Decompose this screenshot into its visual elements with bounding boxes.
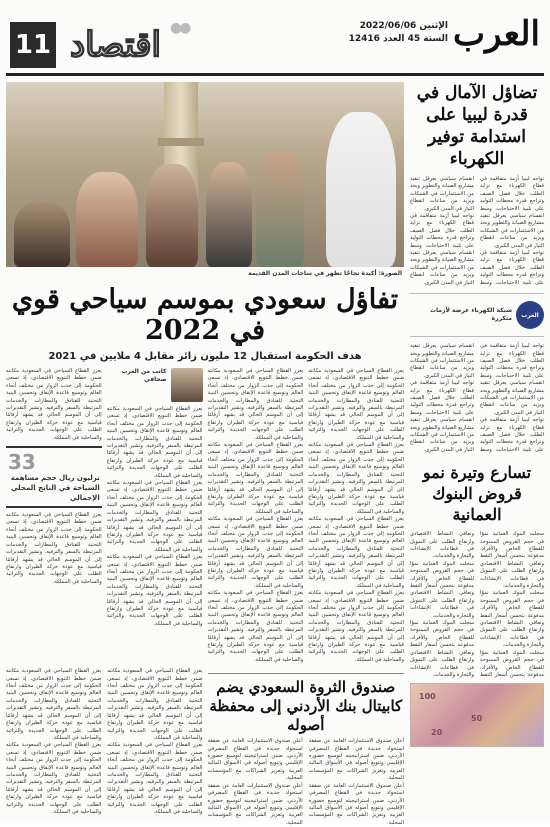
- right-story-paragraph: تواجه ليبيا أزمة متفاقمة في قطاع الكهرباء مع تزايد الطلب خلال فصل الصيف وتراجع قدرة محطات التوليد على تلبية الاحتياجات، وسط انقسام سياسي يعرقل تنفيذ مشاريع الصيانة والتطوير ويحد من الاستثمارات في الشبكات ويزيد من ساعات انقطاع التيار في المدن الكبرى.: [410, 213, 474, 286]
- person-figure: [146, 164, 198, 267]
- article-paragraph: يعزز القطاع السياحي في السعودية مكانته ضمن خطط التنويع الاقتصادي، إذ تسعى الحكومة إلى جذب الزوار من مختلف أنحاء العالم وتوسيع قاعدة الإنفاق وتحسين البنية التحتية للفنادق والمطارات والخدمات المرتبطة بالسفر والترفيه. وتشير التقديرات إلى أن الموسم الحالي قد يشهد أرقامًا قياسية مع عودة حركة الطيران وارتفاع الطلب على الوجهات الجديدة والتراثية والساحلية في المملكة.: [207, 368, 304, 441]
- main-photo: [6, 82, 404, 267]
- stat-text: ترليون ريال حجم مساهمة السياحة في الناتج المحلي الإجمالي: [10, 474, 100, 503]
- right-story2-body: [410, 531, 544, 679]
- masthead: [6, 6, 544, 76]
- article-paragraph: يعزز القطاع السياحي في السعودية مكانته ضمن خطط التنويع الاقتصادي، إذ تسعى الحكومة إلى جذب الزوار من مختلف أنحاء العالم وتوسيع قاعدة الإنفاق وتحسين البنية التحتية للفنادق والمطارات والخدمات المرتبطة بالسفر والترفيه. وتشير التقديرات إلى أن الموسم الحالي قد يشهد أرقامًا قياسية مع عودة حركة الطيران وارتفاع الطلب على الوجهات الجديدة والتراثية والساحلية في المملكة.: [106, 480, 203, 553]
- right-story2-paragraph: سجلت البنوك العمانية نموًا في حجم القروض الممنوحة للقطاع الخاص والأفراد، مدفوعة بتحسن أسعار النفط وتعافي النشاط الاقتصادي وارتفاع الطلب على التمويل في قطاعات الإنشاءات والتجارة والخدمات.: [410, 560, 474, 619]
- article-paragraph: يعزز القطاع السياحي في السعودية مكانته ضمن خطط التنويع الاقتصادي، إذ تسعى الحكومة إلى جذب الزوار من مختلف أنحاء العالم وتوسيع قاعدة الإنفاق وتحسين البنية التحتية للفنادق والمطارات والخدمات المرتبطة بالسفر والترفيه. وتشير التقديرات إلى أن الموسم الحالي قد يشهد أرقامًا قياسية مع عودة حركة الطيران وارتفاع الطلب على الوجهات الجديدة والتراثية والساحلية في المملكة.: [106, 554, 203, 627]
- newspaper-logo: العرب: [453, 14, 540, 54]
- decorative-dots-icon: ●●: [170, 20, 189, 36]
- banknotes-image: 100 50 20: [410, 683, 544, 747]
- article-paragraph: يعزز القطاع السياحي في السعودية مكانته ضمن خطط التنويع الاقتصادي، إذ تسعى الحكومة إلى جذب الزوار من مختلف أنحاء العالم وتوسيع قاعدة الإنفاق وتحسين البنية التحتية للفنادق والمطارات والخدمات المرتبطة بالسفر والترفيه. وتشير التقديرات إلى أن الموسم الحالي قد يشهد أرقامًا قياسية مع عودة حركة الطيران وارتفاع الطلب على الوجهات الجديدة والتراثية والساحلية في المملكة.: [308, 590, 404, 663]
- article-text: [308, 368, 404, 664]
- right-story-headline: تضاؤل الآمال في قدرة ليبيا على استدامة توفير الكهرباء: [416, 83, 538, 169]
- bottom-story-paragraph: أعلن صندوق الاستثمارات العامة عن صفقة استحواذ جديدة في القطاع المصرفي الأردني، ضمن استراتيجيته لتوسيع حضوره الإقليمي وتنويع أصوله في الأسواق المالية العربية وتعزيز الشراكات مع المؤسسات المحلية.: [207, 782, 303, 826]
- main-story-continued: [6, 668, 203, 827]
- right-story-paragraph: تواجه ليبيا أزمة متفاقمة في قطاع الكهرباء مع تزايد الطلب خلال فصل الصيف وتراجع قدرة محطات التوليد على تلبية الاحتياجات، وسط انقسام سياسي يعرقل تنفيذ مشاريع الصيانة والتطوير ويحد من الاستثمارات في الشبكات ويزيد من ساعات انقطاع التيار في المدن الكبرى.: [410, 176, 544, 286]
- article-columns: [6, 368, 404, 664]
- right-story2-paragraph: سجلت البنوك العمانية نموًا في حجم القروض الممنوحة للقطاع الخاص والأفراد، مدفوعة بتحسن أسعار النفط وتعافي النشاط الاقتصادي وارتفاع الطلب على التمويل في قطاعات الإنشاءات والتجارة والخدمات.: [480, 531, 544, 590]
- bottom-story-paragraph: أعلن صندوق الاستثمارات العامة عن صفقة استحواذ جديدة في القطاع المصرفي الأردني، ضمن استراتيجيته لتوسيع حضوره الإقليمي وتنويع أصوله في الأسواق المالية العربية وتعزيز الشراكات مع المؤسسات المحلية.: [207, 738, 303, 782]
- article-column: [107, 368, 203, 664]
- right-story2-headline: تسارع وتيرة نمو قروض البنوك العمانية: [422, 463, 532, 525]
- writer-badge-icon: العرب: [516, 301, 544, 329]
- writer-text: شبكة الكهرباء عرضة لأزمات متكررة: [430, 307, 512, 323]
- article-text: [208, 368, 304, 664]
- article-paragraph: يعزز القطاع السياحي في السعودية مكانته ضمن خطط التنويع الاقتصادي، إذ تسعى الحكومة إلى جذب الزوار من مختلف أنحاء العالم وتوسيع قاعدة الإنفاق وتحسين البنية التحتية للفنادق والمطارات والخدمات المرتبطة بالسفر والترفيه. وتشير التقديرات إلى أن الموسم الحالي قد يشهد أرقامًا قياسية مع عودة حركة الطيران وارتفاع الطلب على الوجهات الجديدة والتراثية والساحلية في المملكة.: [308, 516, 404, 589]
- right-story-body: [410, 176, 544, 287]
- bottom-area: [6, 668, 404, 827]
- person-figure: [206, 162, 252, 267]
- dateline: [349, 20, 448, 46]
- article-text: [6, 512, 102, 586]
- section-title: اقتصاد: [70, 25, 161, 65]
- article-text: [107, 406, 203, 628]
- article-paragraph: يعزز القطاع السياحي في السعودية مكانته ضمن خطط التنويع الاقتصادي، إذ تسعى الحكومة إلى جذب الزوار من مختلف أنحاء العالم وتوسيع قاعدة الإنفاق وتحسين البنية التحتية للفنادق والمطارات والخدمات المرتبطة بالسفر والترفيه. وتشير التقديرات إلى أن الموسم الحالي قد يشهد أرقامًا قياسية مع عودة حركة الطيران وارتفاع الطلب على الوجهات الجديدة والتراثية والساحلية في المملكة.: [106, 406, 203, 479]
- article-column: [208, 368, 304, 664]
- right-story-paragraph: تواجه ليبيا أزمة متفاقمة في قطاع الكهرباء مع تزايد الطلب خلال فصل الصيف وتراجع قدرة محطات التوليد على تلبية الاحتياجات، وسط انقسام سياسي يعرقل تنفيذ مشاريع الصيانة والتطوير ويحد من الاستثمارات في الشبكات ويزيد من ساعات انقطاع التيار في المدن الكبرى.: [410, 380, 474, 453]
- main-column: [6, 82, 404, 826]
- article-column: [308, 368, 404, 664]
- writer-box: [410, 293, 544, 337]
- article-text: [6, 668, 203, 816]
- bottom-story-body: [208, 738, 405, 827]
- photo-caption: الصورة: أكيدة نجاحًا تظهر في ساحات المدن القديمة: [248, 270, 402, 277]
- bottom-story-paragraph: أعلن صندوق الاستثمارات العامة عن صفقة استحواذ جديدة في القطاع المصرفي الأردني، ضمن استراتيجيته لتوسيع حضوره الإقليمي وتنويع أصوله في الأسواق المالية العربية وتعزيز الشراكات مع المؤسسات المحلية.: [308, 782, 404, 826]
- right-story-body-cont: [410, 343, 544, 454]
- author-name: كاتب من العرب: [121, 368, 167, 375]
- right-story-paragraph: تواجه ليبيا أزمة متفاقمة في قطاع الكهرباء مع تزايد الطلب خلال فصل الصيف وتراجع قدرة محطات التوليد على تلبية الاحتياجات، وسط انقسام سياسي يعرقل تنفيذ مشاريع الصيانة والتطوير ويحد من الاستثمارات في الشبكات ويزيد من ساعات انقطاع التيار في المدن الكبرى.: [480, 176, 544, 249]
- issue-date: الإثنين 2022/06/06: [359, 21, 448, 31]
- main-subhead: هدف الحكومة استقبال 12 مليون زائر مقابل 4 ملايين في 2021: [48, 351, 362, 362]
- page-number: 11: [10, 22, 56, 68]
- article-paragraph: يعزز القطاع السياحي في السعودية مكانته ضمن خطط التنويع الاقتصادي، إذ تسعى الحكومة إلى جذب الزوار من مختلف أنحاء العالم وتوسيع قاعدة الإنفاق وتحسين البنية التحتية للفنادق والمطارات والخدمات المرتبطة بالسفر والترفيه. وتشير التقديرات إلى أن الموسم الحالي قد يشهد أرقامًا قياسية مع عودة حركة الطيران وارتفاع الطلب على الوجهات الجديدة والتراثية والساحلية في المملكة.: [207, 516, 304, 589]
- right-story2-paragraph: سجلت البنوك العمانية نموًا في حجم القروض الممنوحة للقطاع الخاص والأفراد، مدفوعة بتحسن أسعار النفط وتعافي النشاط الاقتصادي وارتفاع الطلب على التمويل في قطاعات الإنشاءات والتجارة والخدمات.: [480, 590, 544, 649]
- stat-number: 33: [8, 450, 36, 475]
- article-paragraph: يعزز القطاع السياحي في السعودية مكانته ضمن خطط التنويع الاقتصادي، إذ تسعى الحكومة إلى جذب الزوار من مختلف أنحاء العالم وتوسيع قاعدة الإنفاق وتحسين البنية التحتية للفنادق والمطارات والخدمات المرتبطة بالسفر والترفيه. وتشير التقديرات إلى أن الموسم الحالي قد يشهد أرقامًا قياسية مع عودة حركة الطيران وارتفاع الطلب على الوجهات الجديدة والتراثية والساحلية في المملكة.: [6, 368, 102, 441]
- right-story-paragraph: تواجه ليبيا أزمة متفاقمة في قطاع الكهرباء مع تزايد الطلب خلال فصل الصيف وتراجع قدرة محطات التوليد على تلبية الاحتياجات، وسط انقسام سياسي يعرقل تنفيذ مشاريع الصيانة والتطوير ويحد من الاستثمارات في الشبكات ويزيد من ساعات انقطاع التيار في المدن الكبرى.: [480, 343, 544, 416]
- article-column: [6, 368, 102, 664]
- author-box: [107, 368, 203, 402]
- article-paragraph: يعزز القطاع السياحي في السعودية مكانته ضمن خطط التنويع الاقتصادي، إذ تسعى الحكومة إلى جذب الزوار من مختلف أنحاء العالم وتوسيع قاعدة الإنفاق وتحسين البنية التحتية للفنادق والمطارات والخدمات المرتبطة بالسفر والترفيه. وتشير التقديرات إلى أن الموسم الحالي قد يشهد أرقامًا قياسية مع عودة حركة الطيران وارتفاع الطلب على الوجهات الجديدة والتراثية والساحلية في المملكة.: [107, 742, 203, 815]
- article-paragraph: يعزز القطاع السياحي في السعودية مكانته ضمن خطط التنويع الاقتصادي، إذ تسعى الحكومة إلى جذب الزوار من مختلف أنحاء العالم وتوسيع قاعدة الإنفاق وتحسين البنية التحتية للفنادق والمطارات والخدمات المرتبطة بالسفر والترفيه. وتشير التقديرات إلى أن الموسم الحالي قد يشهد أرقامًا قياسية مع عودة حركة الطيران وارتفاع الطلب على الوجهات الجديدة والتراثية والساحلية في المملكة.: [308, 368, 404, 441]
- right-story2-paragraph: سجلت البنوك العمانية نموًا في حجم القروض الممنوحة للقطاع الخاص والأفراد، مدفوعة بتحسن أسعار النفط وتعافي النشاط الاقتصادي وارتفاع الطلب على التمويل في قطاعات الإنشاءات والتجارة والخدمات.: [410, 531, 544, 678]
- bottom-story: [208, 668, 405, 827]
- author-role: صحافي: [144, 376, 167, 383]
- section-header: [10, 18, 230, 70]
- person-figure: [256, 152, 304, 267]
- bottom-story-headline: صندوق الثروة السعودي يضم كابيتال بنك الأردني إلى محفظة أصوله: [208, 673, 405, 735]
- person-figure: [14, 202, 70, 267]
- issue-number: السنة 45 العدد 12416: [348, 34, 448, 44]
- article-paragraph: يعزز القطاع السياحي في السعودية مكانته ضمن خطط التنويع الاقتصادي، إذ تسعى الحكومة إلى جذب الزوار من مختلف أنحاء العالم وتوسيع قاعدة الإنفاق وتحسين البنية التحتية للفنادق والمطارات والخدمات المرتبطة بالسفر والترفيه. وتشير التقديرات إلى أن الموسم الحالي قد يشهد أرقامًا قياسية مع عودة حركة الطيران وارتفاع الطلب على الوجهات الجديدة والتراثية والساحلية في المملكة.: [6, 668, 102, 741]
- right-column: [410, 82, 544, 815]
- stat-callout: [6, 446, 102, 508]
- article-paragraph: يعزز القطاع السياحي في السعودية مكانته ضمن خطط التنويع الاقتصادي، إذ تسعى الحكومة إلى جذب الزوار من مختلف أنحاء العالم وتوسيع قاعدة الإنفاق وتحسين البنية التحتية للفنادق والمطارات والخدمات المرتبطة بالسفر والترفيه. وتشير التقديرات إلى أن الموسم الحالي قد يشهد أرقامًا قياسية مع عودة حركة الطيران وارتفاع الطلب على الوجهات الجديدة والتراثية والساحلية في المملكة.: [6, 512, 102, 585]
- article-paragraph: يعزز القطاع السياحي في السعودية مكانته ضمن خطط التنويع الاقتصادي، إذ تسعى الحكومة إلى جذب الزوار من مختلف أنحاء العالم وتوسيع قاعدة الإنفاق وتحسين البنية التحتية للفنادق والمطارات والخدمات المرتبطة بالسفر والترفيه. وتشير التقديرات إلى أن الموسم الحالي قد يشهد أرقامًا قياسية مع عودة حركة الطيران وارتفاع الطلب على الوجهات الجديدة والتراثية والساحلية في المملكة.: [6, 742, 102, 815]
- main-headline: تفاؤل سعودي بموسم سياحي قوي في 2022: [11, 284, 399, 346]
- article-paragraph: يعزز القطاع السياحي في السعودية مكانته ضمن خطط التنويع الاقتصادي، إذ تسعى الحكومة إلى جذب الزوار من مختلف أنحاء العالم وتوسيع قاعدة الإنفاق وتحسين البنية التحتية للفنادق والمطارات والخدمات المرتبطة بالسفر والترفيه. وتشير التقديرات إلى أن الموسم الحالي قد يشهد أرقامًا قياسية مع عودة حركة الطيران وارتفاع الطلب على الوجهات الجديدة والتراثية والساحلية في المملكة.: [207, 590, 304, 663]
- bottom-story-paragraph: أعلن صندوق الاستثمارات العامة عن صفقة استحواذ جديدة في القطاع المصرفي الأردني، ضمن استراتيجيته لتوسيع حضوره الإقليمي وتنويع أصوله في الأسواق المالية العربية وتعزيز الشراكات مع المؤسسات المحلية.: [308, 738, 404, 782]
- article-paragraph: يعزز القطاع السياحي في السعودية مكانته ضمن خطط التنويع الاقتصادي، إذ تسعى الحكومة إلى جذب الزوار من مختلف أنحاء العالم وتوسيع قاعدة الإنفاق وتحسين البنية التحتية للفنادق والمطارات والخدمات المرتبطة بالسفر والترفيه. وتشير التقديرات إلى أن الموسم الحالي قد يشهد أرقامًا قياسية مع عودة حركة الطيران وارتفاع الطلب على الوجهات الجديدة والتراثية والساحلية في المملكة.: [207, 442, 304, 515]
- person-figure: [76, 172, 138, 267]
- right-story-paragraph: تواجه ليبيا أزمة متفاقمة في قطاع الكهرباء مع تزايد الطلب خلال فصل الصيف وتراجع قدرة محطات التوليد على تلبية الاحتياجات، وسط انقسام سياسي يعرقل تنفيذ مشاريع الصيانة والتطوير ويحد من الاستثمارات في الشبكات ويزيد من ساعات انقطاع التيار في المدن الكبرى.: [410, 343, 544, 453]
- article-paragraph: يعزز القطاع السياحي في السعودية مكانته ضمن خطط التنويع الاقتصادي، إذ تسعى الحكومة إلى جذب الزوار من مختلف أنحاء العالم وتوسيع قاعدة الإنفاق وتحسين البنية التحتية للفنادق والمطارات والخدمات المرتبطة بالسفر والترفيه. وتشير التقديرات إلى أن الموسم الحالي قد يشهد أرقامًا قياسية مع عودة حركة الطيران وارتفاع الطلب على الوجهات الجديدة والتراثية والساحلية في المملكة.: [107, 668, 203, 741]
- author-avatar: [171, 368, 203, 402]
- right-story2-paragraph: سجلت البنوك العمانية نموًا في حجم القروض الممنوحة للقطاع الخاص والأفراد، مدفوعة بتحسن أسعار النفط وتعافي النشاط الاقتصادي وارتفاع الطلب على التمويل في قطاعات الإنشاءات والتجارة والخدمات.: [410, 620, 474, 678]
- person-figure: [326, 112, 396, 267]
- article-paragraph: يعزز القطاع السياحي في السعودية مكانته ضمن خطط التنويع الاقتصادي، إذ تسعى الحكومة إلى جذب الزوار من مختلف أنحاء العالم وتوسيع قاعدة الإنفاق وتحسين البنية التحتية للفنادق والمطارات والخدمات المرتبطة بالسفر والترفيه. وتشير التقديرات إلى أن الموسم الحالي قد يشهد أرقامًا قياسية مع عودة حركة الطيران وارتفاع الطلب على الوجهات الجديدة والتراثية والساحلية في المملكة.: [308, 442, 404, 515]
- article-text: [6, 368, 102, 442]
